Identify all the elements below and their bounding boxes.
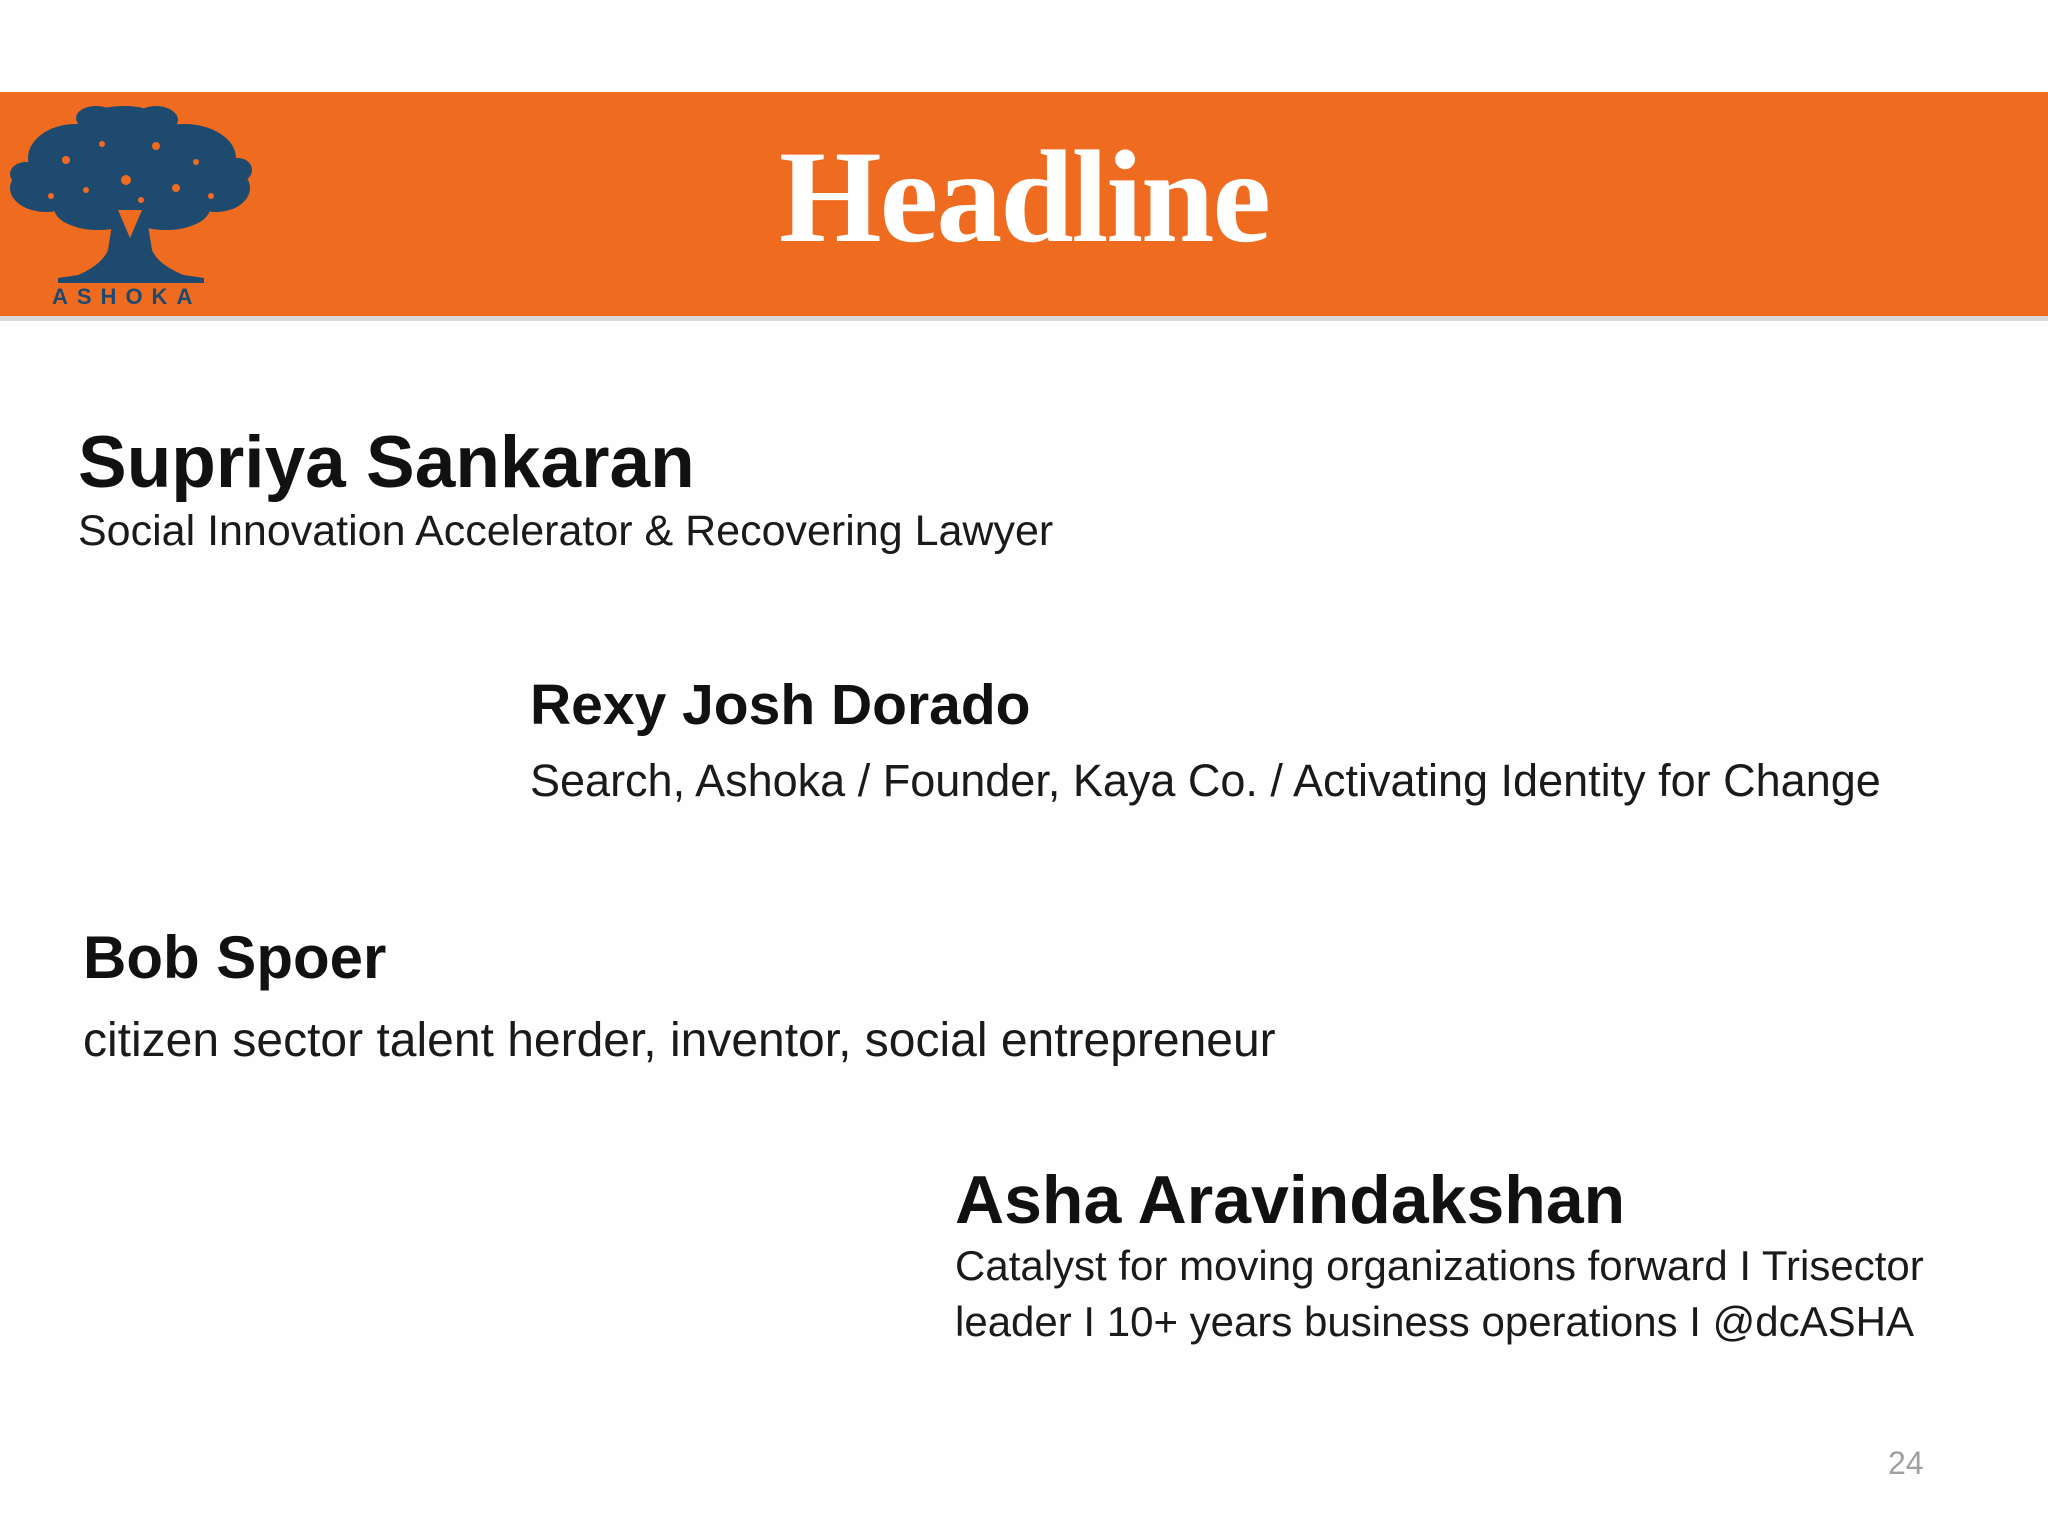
person-name: Bob Spoer (83, 924, 387, 991)
person-entry (530, 672, 1881, 810)
header-banner (0, 92, 2048, 321)
person-role: citizen sector talent herder, inventor, social entrepreneur (83, 1014, 1276, 1067)
person-name: Supriya Sankaran (78, 422, 695, 503)
person-entry (78, 422, 1053, 558)
person-name: Asha Aravindakshan (955, 1162, 1626, 1238)
person-role: Social Innovation Accelerator & Recovering Lawyer (78, 507, 1054, 555)
page-title: Headline (778, 123, 1270, 270)
person-entry (83, 924, 1276, 1070)
page-number: 24 (1888, 1445, 1924, 1481)
person-name: Rexy Josh Dorado (530, 673, 1031, 737)
person-role: Catalyst for moving organizations forward I Trisector leader I 10+ years business operations I @dcASHA (955, 1242, 1924, 1345)
person-role: Search, Ashoka / Founder, Kaya Co. / Activating Identity for Change (530, 755, 1881, 806)
person-entry (955, 1162, 2015, 1350)
logo-wordmark: ASHOKA (52, 284, 202, 309)
